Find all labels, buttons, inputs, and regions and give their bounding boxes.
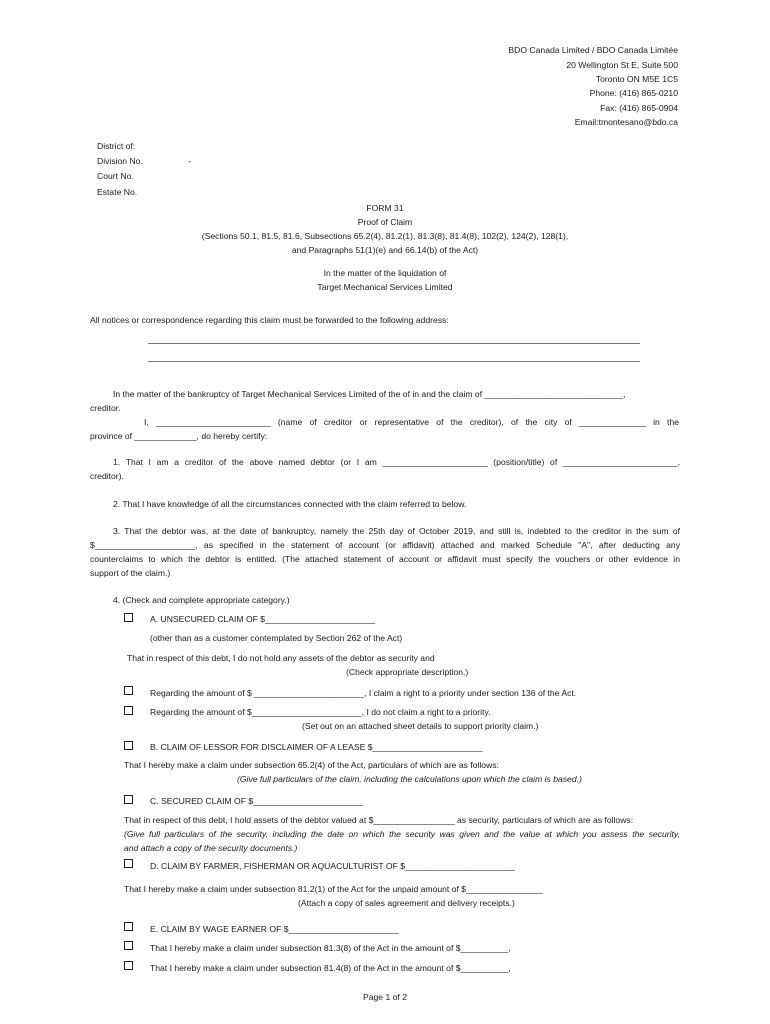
claim-d-title: D. CLAIM BY FARMER, FISHERMAN OR AQUACULTURIST OF $_______________________	[150, 861, 515, 871]
item1-line1: 1. That I am a creditor of the above named debtor (or I am ______________________ (position/title) of ________________________,	[113, 457, 680, 467]
page-number: Page 1 of 2	[363, 992, 407, 1002]
header-city: Toronto ON M5E 1C5	[595, 74, 678, 84]
form-number: FORM 31	[366, 203, 404, 213]
claim-b-text: That I hereby make a claim under subsection 65.2(4) of the Act, particulars of which are as follows:	[124, 760, 499, 770]
claim-a-check-note: (Check appropriate description.)	[346, 667, 469, 677]
intro-line2: creditor.	[90, 403, 121, 413]
header-street: 20 Wellington St E, Suite 500	[566, 60, 678, 70]
checkbox-wage-earner-81-3[interactable]	[124, 941, 133, 950]
division-label: Division No.	[97, 156, 143, 166]
header-email: Email:tmontesano@bdo.ca	[574, 117, 678, 127]
estate-no-label: Estate No.	[97, 187, 138, 197]
checkbox-secured-claim[interactable]	[124, 795, 133, 804]
item4-text: 4. (Check and complete appropriate category.)	[113, 595, 290, 605]
item3-line2: $_____________________, as specified in the statement of account (or affidavit) attached and marked Schedule "A", after deducting any	[90, 540, 680, 550]
address-line-2	[148, 361, 640, 362]
claim-e-option1: That I hereby make a claim under subsection 81.3(8) of the Act in the amount of $__________,	[150, 943, 511, 953]
claim-a-text: That in respect of this debt, I do not hold any assets of the debtor as security and	[127, 653, 435, 663]
header-phone: Phone: (416) 865-0210	[589, 88, 678, 98]
division-value: -	[188, 156, 191, 166]
checkbox-lessor-claim[interactable]	[124, 741, 133, 750]
header-company: BDO Canada Limited / BDO Canada Limitée	[508, 45, 678, 55]
claim-e-option2: That I hereby make a claim under subsection 81.4(8) of the Act in the amount of $__________,	[150, 963, 511, 973]
intro-line3: I, ________________________ (name of creditor or representative of the creditor), of the city of ______________ in the	[144, 417, 679, 427]
address-line-1	[148, 343, 640, 344]
claim-c-note-line2: and attach a copy of the security documents.)	[124, 843, 298, 853]
item1-line2: creditor).	[90, 471, 124, 481]
intro-line1: In the matter of the bankruptcy of Target Mechanical Services Limited of the of in and the claim of _____________________________,	[113, 389, 626, 399]
item2-text: 2. That I have knowledge of all the circumstances connected with the claim referred to below.	[113, 499, 467, 509]
claim-c-title: C. SECURED CLAIM OF $_______________________	[150, 796, 364, 806]
claim-a-option2: Regarding the amount of $_______________________, I do not claim a right to a priority.	[150, 707, 491, 717]
district-label: District of:	[97, 141, 136, 151]
claim-b-title: B. CLAIM OF LESSOR FOR DISCLAIMER OF A LEASE $_______________________	[150, 742, 483, 752]
claim-c-text: That in respect of this debt, I hold assets of the debtor valued at $_________________ as security, particulars of which are as follows:	[124, 815, 634, 825]
item3-line4: support of the claim.)	[90, 568, 171, 578]
claim-a-option1: Regarding the amount of $ _______________________, I claim a right to a priority under section 136 of the Act.	[150, 688, 577, 698]
header-fax: Fax: (416) 865-0904	[600, 103, 678, 113]
claim-d-note: (Attach a copy of sales agreement and delivery receipts.)	[298, 898, 515, 908]
court-no-label: Court No.	[97, 171, 134, 181]
checkbox-unsecured-claim[interactable]	[124, 613, 133, 622]
claim-a-title: A. UNSECURED CLAIM OF $_______________________	[150, 614, 376, 624]
checkbox-priority-claim[interactable]	[124, 686, 133, 695]
claim-e-title: E. CLAIM BY WAGE EARNER OF $_______________________	[150, 924, 399, 934]
claim-d-text: That I hereby make a claim under subsection 81.2(1) of the Act for the unpaid amount of $________________	[124, 884, 543, 894]
claim-a-subtitle: (other than as a customer contemplated by Section 262 of the Act)	[150, 633, 403, 643]
checkbox-no-priority-claim[interactable]	[124, 706, 133, 715]
notices-text: All notices or correspondence regarding this claim must be forwarded to the following address:	[90, 315, 449, 325]
checkbox-farmer-claim[interactable]	[124, 859, 133, 868]
item3-line1: 3. That the debtor was, at the date of bankruptcy, namely the 25th day of October 2019, and still is, indebted to the creditor in the sum of	[113, 526, 680, 536]
form-sections-line1: (Sections 50.1, 81.5, 81.6, Subsections 65.2(4), 81.2(1), 81.3(8), 81.4(8), 102(2), 124(2), 128(1),	[201, 231, 569, 241]
intro-line4: province of _____________, do hereby certify:	[90, 431, 268, 441]
checkbox-wage-earner-claim[interactable]	[124, 922, 133, 931]
item3-line3: counterclaims to which the debtor is entitled. (The attached statement of account or affidavit must specify the vouchers or other evidence in	[90, 554, 680, 564]
checkbox-wage-earner-81-4[interactable]	[124, 961, 133, 970]
matter-line1: In the matter of the liquidation of	[323, 268, 447, 278]
matter-line2: Target Mechanical Services Limited	[317, 282, 453, 292]
claim-a-option2-note: (Set out on an attached sheet details to support priority claim.)	[302, 721, 539, 731]
claim-b-note: (Give full particulars of the claim, including the calculations upon which the claim is based.)	[237, 774, 582, 784]
form-title: Proof of Claim	[357, 217, 413, 227]
claim-c-note-line1: (Give full particulars of the security, including the date on which the security was given and the value at which you assess the security,	[124, 829, 680, 839]
form-sections-line2: and Paragraphs 51(1)(e) and 66.14(b) of the Act)	[291, 245, 479, 255]
